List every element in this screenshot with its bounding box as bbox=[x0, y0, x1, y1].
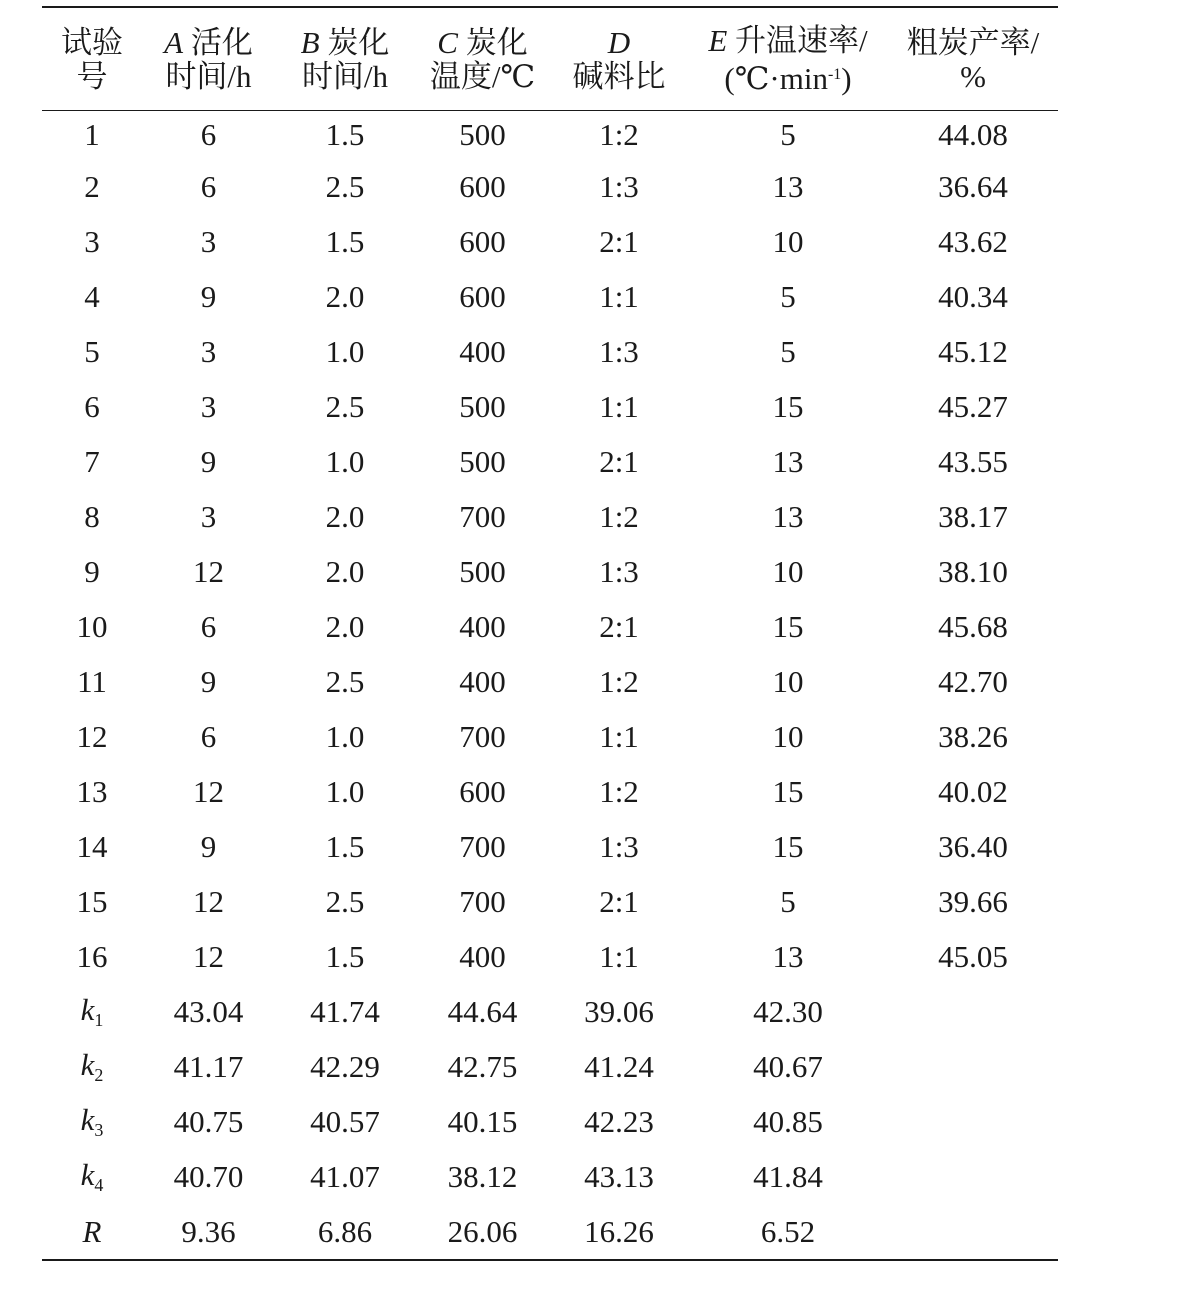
cell-factor-b: 1.0 bbox=[325, 443, 365, 479]
cell-test-number: 3 bbox=[84, 223, 100, 259]
cell-yield: 44.08 bbox=[938, 117, 1008, 152]
table-row bbox=[42, 434, 1058, 489]
cell-test-number: 16 bbox=[76, 938, 108, 974]
cell-test-number: 11 bbox=[77, 663, 107, 699]
cell-factor-d: 1:1 bbox=[599, 388, 639, 424]
cell-factor-d: 2:1 bbox=[599, 883, 639, 919]
header-factor-d bbox=[550, 7, 688, 111]
cell-yield: 43.62 bbox=[938, 223, 1008, 259]
cell-factor-e: 5 bbox=[780, 883, 796, 919]
cell-factor-b: 2.5 bbox=[325, 883, 365, 919]
cell-factor-e: 10 bbox=[772, 223, 804, 259]
stats-label-subscript: 4 bbox=[94, 1175, 104, 1195]
cell-factor-b: 1.5 bbox=[325, 223, 365, 259]
cell-test-number: 1 bbox=[84, 117, 100, 152]
cell-test-number: 4 bbox=[84, 278, 100, 314]
cell-yield-empty bbox=[888, 984, 1058, 1039]
cell-factor-b: 1.5 bbox=[325, 938, 365, 974]
cell-factor-d: 41.24 bbox=[584, 1048, 654, 1084]
cell-factor-a: 3 bbox=[200, 388, 217, 424]
cell-factor-c: 600 bbox=[459, 223, 506, 259]
cell-factor-e: 40.85 bbox=[753, 1103, 823, 1139]
cell-factor-c: 40.15 bbox=[447, 1103, 518, 1139]
cell-factor-c: 500 bbox=[459, 553, 506, 589]
header-unit-pre: (℃·min bbox=[724, 61, 828, 96]
cell-factor-e: 10 bbox=[772, 553, 804, 589]
cell-factor-c: 42.75 bbox=[447, 1048, 518, 1084]
cell-factor-e: 40.67 bbox=[753, 1048, 823, 1084]
cell-factor-c: 700 bbox=[459, 883, 506, 919]
table-row bbox=[42, 874, 1058, 929]
header-row bbox=[42, 7, 1058, 111]
header-line2: 时间/h bbox=[301, 59, 389, 94]
cell-factor-d: 1:3 bbox=[599, 553, 639, 589]
cell-factor-c: 26.06 bbox=[447, 1213, 518, 1249]
stats-row-label bbox=[42, 1204, 142, 1260]
cell-factor-a: 6 bbox=[200, 168, 217, 204]
cell-factor-b: 1.5 bbox=[325, 117, 365, 152]
cell-factor-c: 400 bbox=[459, 663, 506, 699]
header-line2: 时间/h bbox=[165, 59, 252, 94]
header-line1: 粗炭产率/ bbox=[906, 25, 1040, 60]
cell-factor-a: 3 bbox=[200, 223, 217, 259]
header-crude-carbon-yield bbox=[888, 7, 1058, 111]
cell-factor-d: 16.26 bbox=[584, 1213, 654, 1249]
cell-factor-a: 6 bbox=[200, 117, 217, 152]
stats-label-subscript: 1 bbox=[94, 1010, 104, 1030]
cell-factor-b: 1.0 bbox=[325, 718, 365, 754]
cell-yield: 43.55 bbox=[938, 443, 1008, 479]
cell-yield: 40.34 bbox=[938, 278, 1008, 314]
cell-yield-empty bbox=[888, 1204, 1058, 1260]
cell-factor-b: 41.07 bbox=[310, 1158, 380, 1194]
table-row bbox=[42, 324, 1058, 379]
cell-yield: 45.27 bbox=[938, 388, 1008, 424]
cell-factor-e: 6.52 bbox=[760, 1213, 816, 1249]
table-row bbox=[42, 819, 1058, 874]
cell-yield: 45.05 bbox=[938, 938, 1008, 974]
table-body bbox=[42, 111, 1058, 1261]
stats-row bbox=[42, 1039, 1058, 1094]
stats-label-symbol: k bbox=[80, 1102, 95, 1137]
cell-factor-d: 43.13 bbox=[584, 1158, 654, 1194]
stats-row bbox=[42, 1204, 1058, 1260]
cell-factor-b: 1.0 bbox=[325, 773, 365, 809]
cell-yield: 45.12 bbox=[938, 333, 1008, 369]
cell-yield-empty bbox=[888, 1039, 1058, 1094]
cell-factor-b: 2.5 bbox=[325, 663, 365, 699]
header-line1: 试验 bbox=[61, 25, 123, 60]
cell-factor-c: 600 bbox=[459, 278, 506, 314]
cell-factor-a: 3 bbox=[200, 333, 217, 369]
cell-test-number: 10 bbox=[76, 608, 108, 644]
orthogonal-test-table bbox=[42, 6, 1058, 1261]
cell-factor-e: 5 bbox=[780, 278, 796, 314]
table-row bbox=[42, 269, 1058, 324]
cell-factor-d: 42.23 bbox=[584, 1103, 654, 1139]
header-line1: 炭化 bbox=[327, 25, 390, 60]
stats-row-label bbox=[42, 1094, 142, 1149]
cell-factor-a: 9.36 bbox=[181, 1213, 236, 1249]
cell-test-number: 7 bbox=[84, 443, 100, 479]
header-line2: 碱料比 bbox=[572, 59, 666, 94]
cell-yield: 38.17 bbox=[938, 498, 1008, 534]
stats-label-symbol: k bbox=[80, 992, 95, 1027]
table-row bbox=[42, 929, 1058, 984]
cell-factor-a: 40.75 bbox=[173, 1103, 244, 1139]
cell-test-number: 9 bbox=[84, 553, 100, 589]
cell-factor-d: 1:2 bbox=[599, 773, 639, 809]
orthogonal-test-table-container bbox=[42, 6, 1058, 1261]
table-row bbox=[42, 159, 1058, 214]
cell-factor-d: 1:2 bbox=[599, 117, 639, 152]
cell-factor-b: 2.0 bbox=[325, 553, 365, 589]
cell-factor-e: 15 bbox=[772, 773, 804, 809]
cell-test-number: 13 bbox=[76, 773, 108, 809]
header-unit-sup: -1 bbox=[827, 66, 842, 83]
cell-factor-c: 700 bbox=[459, 498, 506, 534]
cell-factor-a: 40.70 bbox=[173, 1158, 244, 1194]
table-row bbox=[42, 764, 1058, 819]
stats-row-label bbox=[42, 984, 142, 1039]
table-row bbox=[42, 654, 1058, 709]
cell-factor-a: 6 bbox=[200, 608, 217, 644]
cell-factor-a: 9 bbox=[200, 663, 217, 699]
cell-factor-a: 9 bbox=[200, 443, 217, 479]
cell-factor-c: 600 bbox=[459, 168, 506, 204]
cell-factor-e: 13 bbox=[772, 443, 804, 479]
table-row bbox=[42, 709, 1058, 764]
header-factor-a bbox=[142, 7, 275, 111]
header-line1: 升温速率/ bbox=[735, 23, 868, 58]
header-factor-b bbox=[275, 7, 415, 111]
cell-test-number: 14 bbox=[76, 828, 108, 864]
cell-yield: 39.66 bbox=[938, 883, 1008, 919]
header-line1: 炭化 bbox=[465, 25, 528, 60]
header-unit-post: ) bbox=[841, 61, 852, 96]
table-row bbox=[42, 544, 1058, 599]
cell-factor-e: 5 bbox=[780, 333, 796, 369]
cell-factor-d: 1:2 bbox=[599, 663, 639, 699]
table-header bbox=[42, 7, 1058, 111]
cell-yield: 36.40 bbox=[938, 828, 1008, 864]
cell-factor-c: 44.64 bbox=[447, 993, 518, 1029]
cell-factor-a: 3 bbox=[200, 498, 217, 534]
cell-factor-d: 1:2 bbox=[599, 498, 639, 534]
cell-test-number: 8 bbox=[84, 498, 100, 534]
stats-row bbox=[42, 1149, 1058, 1204]
cell-factor-e: 15 bbox=[772, 828, 804, 864]
cell-factor-d: 39.06 bbox=[584, 993, 654, 1029]
header-line2: 温度/℃ bbox=[429, 59, 536, 94]
cell-factor-e: 10 bbox=[772, 718, 804, 754]
header-factor-c bbox=[415, 7, 550, 111]
cell-test-number: 2 bbox=[84, 168, 100, 204]
cell-factor-c: 500 bbox=[459, 117, 506, 152]
table-row bbox=[42, 489, 1058, 544]
cell-factor-d: 1:3 bbox=[599, 333, 639, 369]
cell-yield: 45.68 bbox=[938, 608, 1008, 644]
cell-factor-a: 12 bbox=[193, 883, 224, 919]
cell-factor-b: 42.29 bbox=[310, 1048, 380, 1084]
cell-factor-c: 400 bbox=[459, 333, 506, 369]
table-row bbox=[42, 214, 1058, 269]
stats-label-subscript: 2 bbox=[94, 1065, 104, 1085]
cell-factor-d: 2:1 bbox=[599, 443, 639, 479]
cell-yield: 36.64 bbox=[938, 168, 1008, 204]
cell-factor-e: 13 bbox=[772, 168, 804, 204]
cell-factor-b: 2.5 bbox=[325, 168, 365, 204]
cell-yield-empty bbox=[888, 1094, 1058, 1149]
cell-factor-e: 10 bbox=[772, 663, 804, 699]
cell-factor-e: 42.30 bbox=[753, 993, 823, 1029]
stats-row bbox=[42, 1094, 1058, 1149]
cell-test-number: 12 bbox=[76, 718, 108, 754]
stats-row bbox=[42, 984, 1058, 1039]
cell-factor-e: 5 bbox=[780, 117, 796, 152]
cell-factor-d: 2:1 bbox=[599, 223, 639, 259]
cell-yield: 42.70 bbox=[938, 663, 1008, 699]
table-row bbox=[42, 599, 1058, 654]
stats-label-symbol: k bbox=[80, 1047, 95, 1082]
cell-factor-a: 12 bbox=[193, 553, 224, 589]
cell-factor-a: 9 bbox=[200, 828, 217, 864]
cell-factor-a: 6 bbox=[200, 718, 217, 754]
cell-factor-a: 12 bbox=[193, 773, 224, 809]
factor-letter: B bbox=[300, 25, 320, 60]
cell-factor-b: 1.0 bbox=[325, 333, 365, 369]
cell-factor-d: 1:1 bbox=[599, 278, 639, 314]
header-line2: % bbox=[960, 59, 986, 94]
header-line1: 活化 bbox=[190, 25, 253, 60]
header-line2: 号 bbox=[76, 59, 108, 94]
cell-factor-a: 9 bbox=[200, 278, 217, 314]
factor-letter: D bbox=[607, 25, 631, 60]
cell-factor-d: 2:1 bbox=[599, 608, 639, 644]
cell-factor-b: 2.0 bbox=[325, 498, 365, 534]
cell-factor-c: 38.12 bbox=[447, 1158, 518, 1194]
cell-test-number: 6 bbox=[84, 388, 100, 424]
cell-factor-a: 12 bbox=[193, 938, 224, 974]
table-row bbox=[42, 111, 1058, 160]
cell-factor-b: 2.5 bbox=[325, 388, 365, 424]
header-factor-e bbox=[688, 7, 888, 111]
cell-factor-e: 15 bbox=[772, 608, 804, 644]
cell-factor-c: 600 bbox=[459, 773, 506, 809]
cell-factor-e: 15 bbox=[772, 388, 804, 424]
cell-yield-empty bbox=[888, 1149, 1058, 1204]
cell-factor-d: 1:3 bbox=[599, 828, 639, 864]
cell-factor-e: 41.84 bbox=[753, 1158, 823, 1194]
cell-factor-c: 400 bbox=[459, 938, 506, 974]
cell-factor-c: 700 bbox=[459, 828, 506, 864]
cell-factor-b: 41.74 bbox=[310, 993, 380, 1029]
cell-factor-a: 41.17 bbox=[173, 1048, 244, 1084]
stats-label-symbol: k bbox=[80, 1157, 95, 1192]
cell-factor-c: 500 bbox=[459, 388, 506, 424]
cell-test-number: 15 bbox=[76, 883, 108, 919]
cell-factor-d: 1:1 bbox=[599, 718, 639, 754]
cell-factor-c: 400 bbox=[459, 608, 506, 644]
cell-factor-b: 2.0 bbox=[325, 608, 365, 644]
cell-factor-d: 1:3 bbox=[599, 168, 639, 204]
stats-row-label bbox=[42, 1149, 142, 1204]
factor-letter: A bbox=[164, 25, 184, 60]
cell-factor-b: 6.86 bbox=[317, 1213, 373, 1249]
header-test-number bbox=[42, 7, 142, 111]
factor-letter: C bbox=[437, 25, 458, 60]
cell-factor-d: 1:1 bbox=[599, 938, 639, 974]
cell-factor-a: 43.04 bbox=[173, 993, 244, 1029]
cell-test-number: 5 bbox=[84, 333, 100, 369]
cell-factor-c: 700 bbox=[459, 718, 506, 754]
cell-factor-b: 1.5 bbox=[325, 828, 365, 864]
table-row bbox=[42, 379, 1058, 434]
cell-yield: 38.26 bbox=[938, 718, 1008, 754]
stats-label-symbol: R bbox=[82, 1213, 102, 1249]
cell-factor-b: 40.57 bbox=[310, 1103, 380, 1139]
factor-letter: E bbox=[708, 23, 728, 58]
stats-row-label bbox=[42, 1039, 142, 1094]
cell-yield: 38.10 bbox=[938, 553, 1008, 589]
stats-label-subscript: 3 bbox=[94, 1120, 104, 1140]
cell-factor-e: 13 bbox=[772, 938, 804, 974]
cell-factor-c: 500 bbox=[459, 443, 506, 479]
cell-factor-e: 13 bbox=[772, 498, 804, 534]
cell-yield: 40.02 bbox=[938, 773, 1008, 809]
cell-factor-b: 2.0 bbox=[325, 278, 365, 314]
